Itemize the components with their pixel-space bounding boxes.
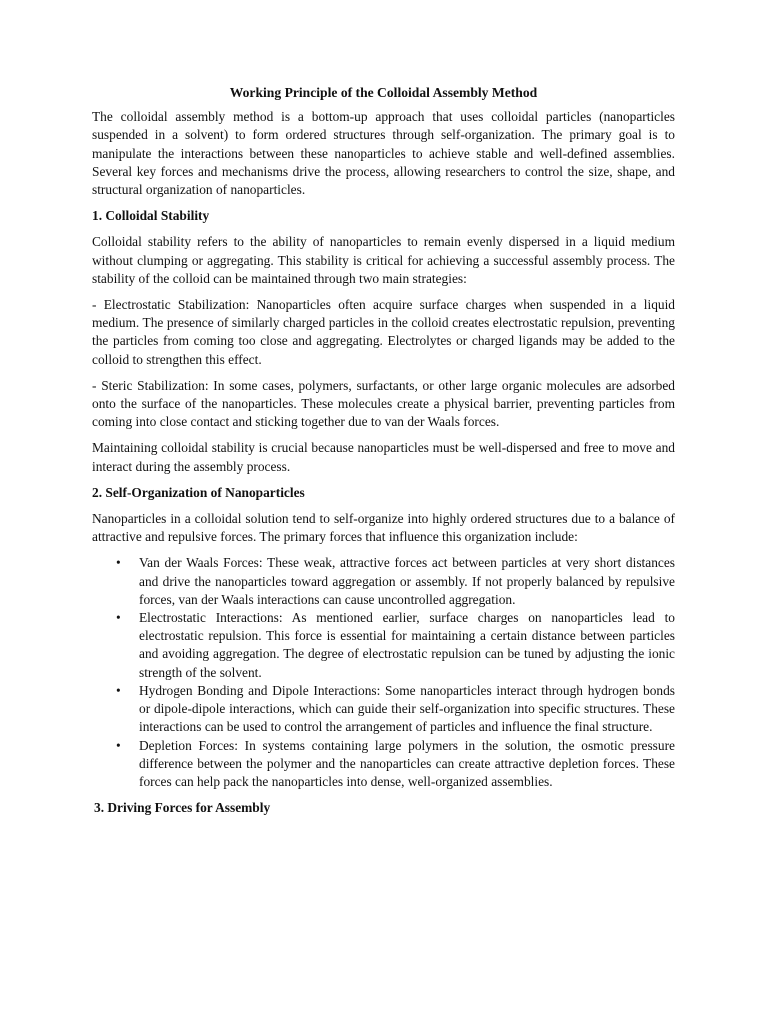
list-item-text: Hydrogen Bonding and Dipole Interactions: Some nanoparticles interact through hydrogen bonds or dipole-dipole interactions, which can guide their self-organization into specific structures. These interactions can be used to control the arrangement of particles and influence the final structure. xyxy=(139,682,675,735)
list-item xyxy=(92,609,675,682)
section-1-heading: 1. Colloidal Stability xyxy=(92,208,210,224)
list-item xyxy=(92,737,675,792)
section-1-paragraph-electrostatic: - Electrostatic Stabilization: Nanoparticles often acquire surface charges when suspended in a liquid medium. The presence of similarly charged particles in the colloid creates electrostatic repulsion, preventing the particles from coming too close and aggregating. Electrolytes or charged ligands may be added to the colloid to strengthen this effect. xyxy=(92,297,675,367)
bullet-icon: • xyxy=(116,555,121,571)
bullet-icon: • xyxy=(116,737,121,753)
forces-list xyxy=(92,554,675,791)
section-1-paragraph-steric: - Steric Stabilization: In some cases, polymers, surfactants, or other large organic molecules are adsorbed onto the surface of the nanoparticles. These molecules create a physical barrier, preventing particles from coming into close contact and sticking together due to van der Waals forces. xyxy=(92,377,675,430)
bullet-icon: • xyxy=(116,610,121,626)
bullet-icon: • xyxy=(116,682,121,698)
section-2-heading: 2. Self-Organization of Nanoparticles xyxy=(92,484,305,500)
list-item xyxy=(92,682,675,737)
section-2-paragraph-1: Nanoparticles in a colloidal solution tend to self-organize into highly ordered structures due to a balance of attractive and repulsive forces. The primary forces that influence this organization include: xyxy=(92,511,675,545)
section-1-paragraph-summary: Maintaining colloidal stability is crucial because nanoparticles must be well-dispersed and free to move and interact during the assembly process. xyxy=(92,440,675,474)
list-item-text: Depletion Forces: In systems containing large polymers in the solution, the osmotic pressure difference between the polymer and the nanoparticles can create attractive depletion forces. These forces can help pack the nanoparticles into dense, well-organized assemblies. xyxy=(139,737,675,789)
document-title: Working Principle of the Colloidal Assembly Method xyxy=(229,85,538,100)
section-1-paragraph-1: Colloidal stability refers to the ability of nanoparticles to remain evenly dispersed in a liquid medium without clumping or aggregating. This stability is critical for achieving a successful assembly process. The stability of the colloid can be maintained through two main strategies: xyxy=(92,234,675,286)
list-item-text: Electrostatic Interactions: As mentioned earlier, surface charges on nanoparticles lead to electrostatic repulsion. This force is essential for maintaining a certain distance between particles and avoiding aggregation. The degree of electrostatic repulsion can be tuned by adjusting the ionic strength of the solvent. xyxy=(139,610,675,680)
list-item-text: Van der Waals Forces: These weak, attractive forces act between particles at very short distances and drive the nanoparticles toward aggregation or assembly. If not properly balanced by repulsive forces, van der Waals interactions can cause uncontrolled aggregation. xyxy=(139,555,675,607)
section-3-heading: 3. Driving Forces for Assembly xyxy=(94,800,271,816)
intro-paragraph: The colloidal assembly method is a bottom-up approach that uses colloidal particles (nanoparticles suspended in a solvent) to form ordered structures through self-organization. The primary goal is to manipulate the interactions between these nanoparticles to achieve stable and well-defined assemblies. Several key forces and mechanisms drive the process, allowing researchers to control the size, shape, and structural organization of nanoparticles. xyxy=(92,109,675,198)
list-item xyxy=(92,554,675,609)
document-page xyxy=(92,84,675,825)
